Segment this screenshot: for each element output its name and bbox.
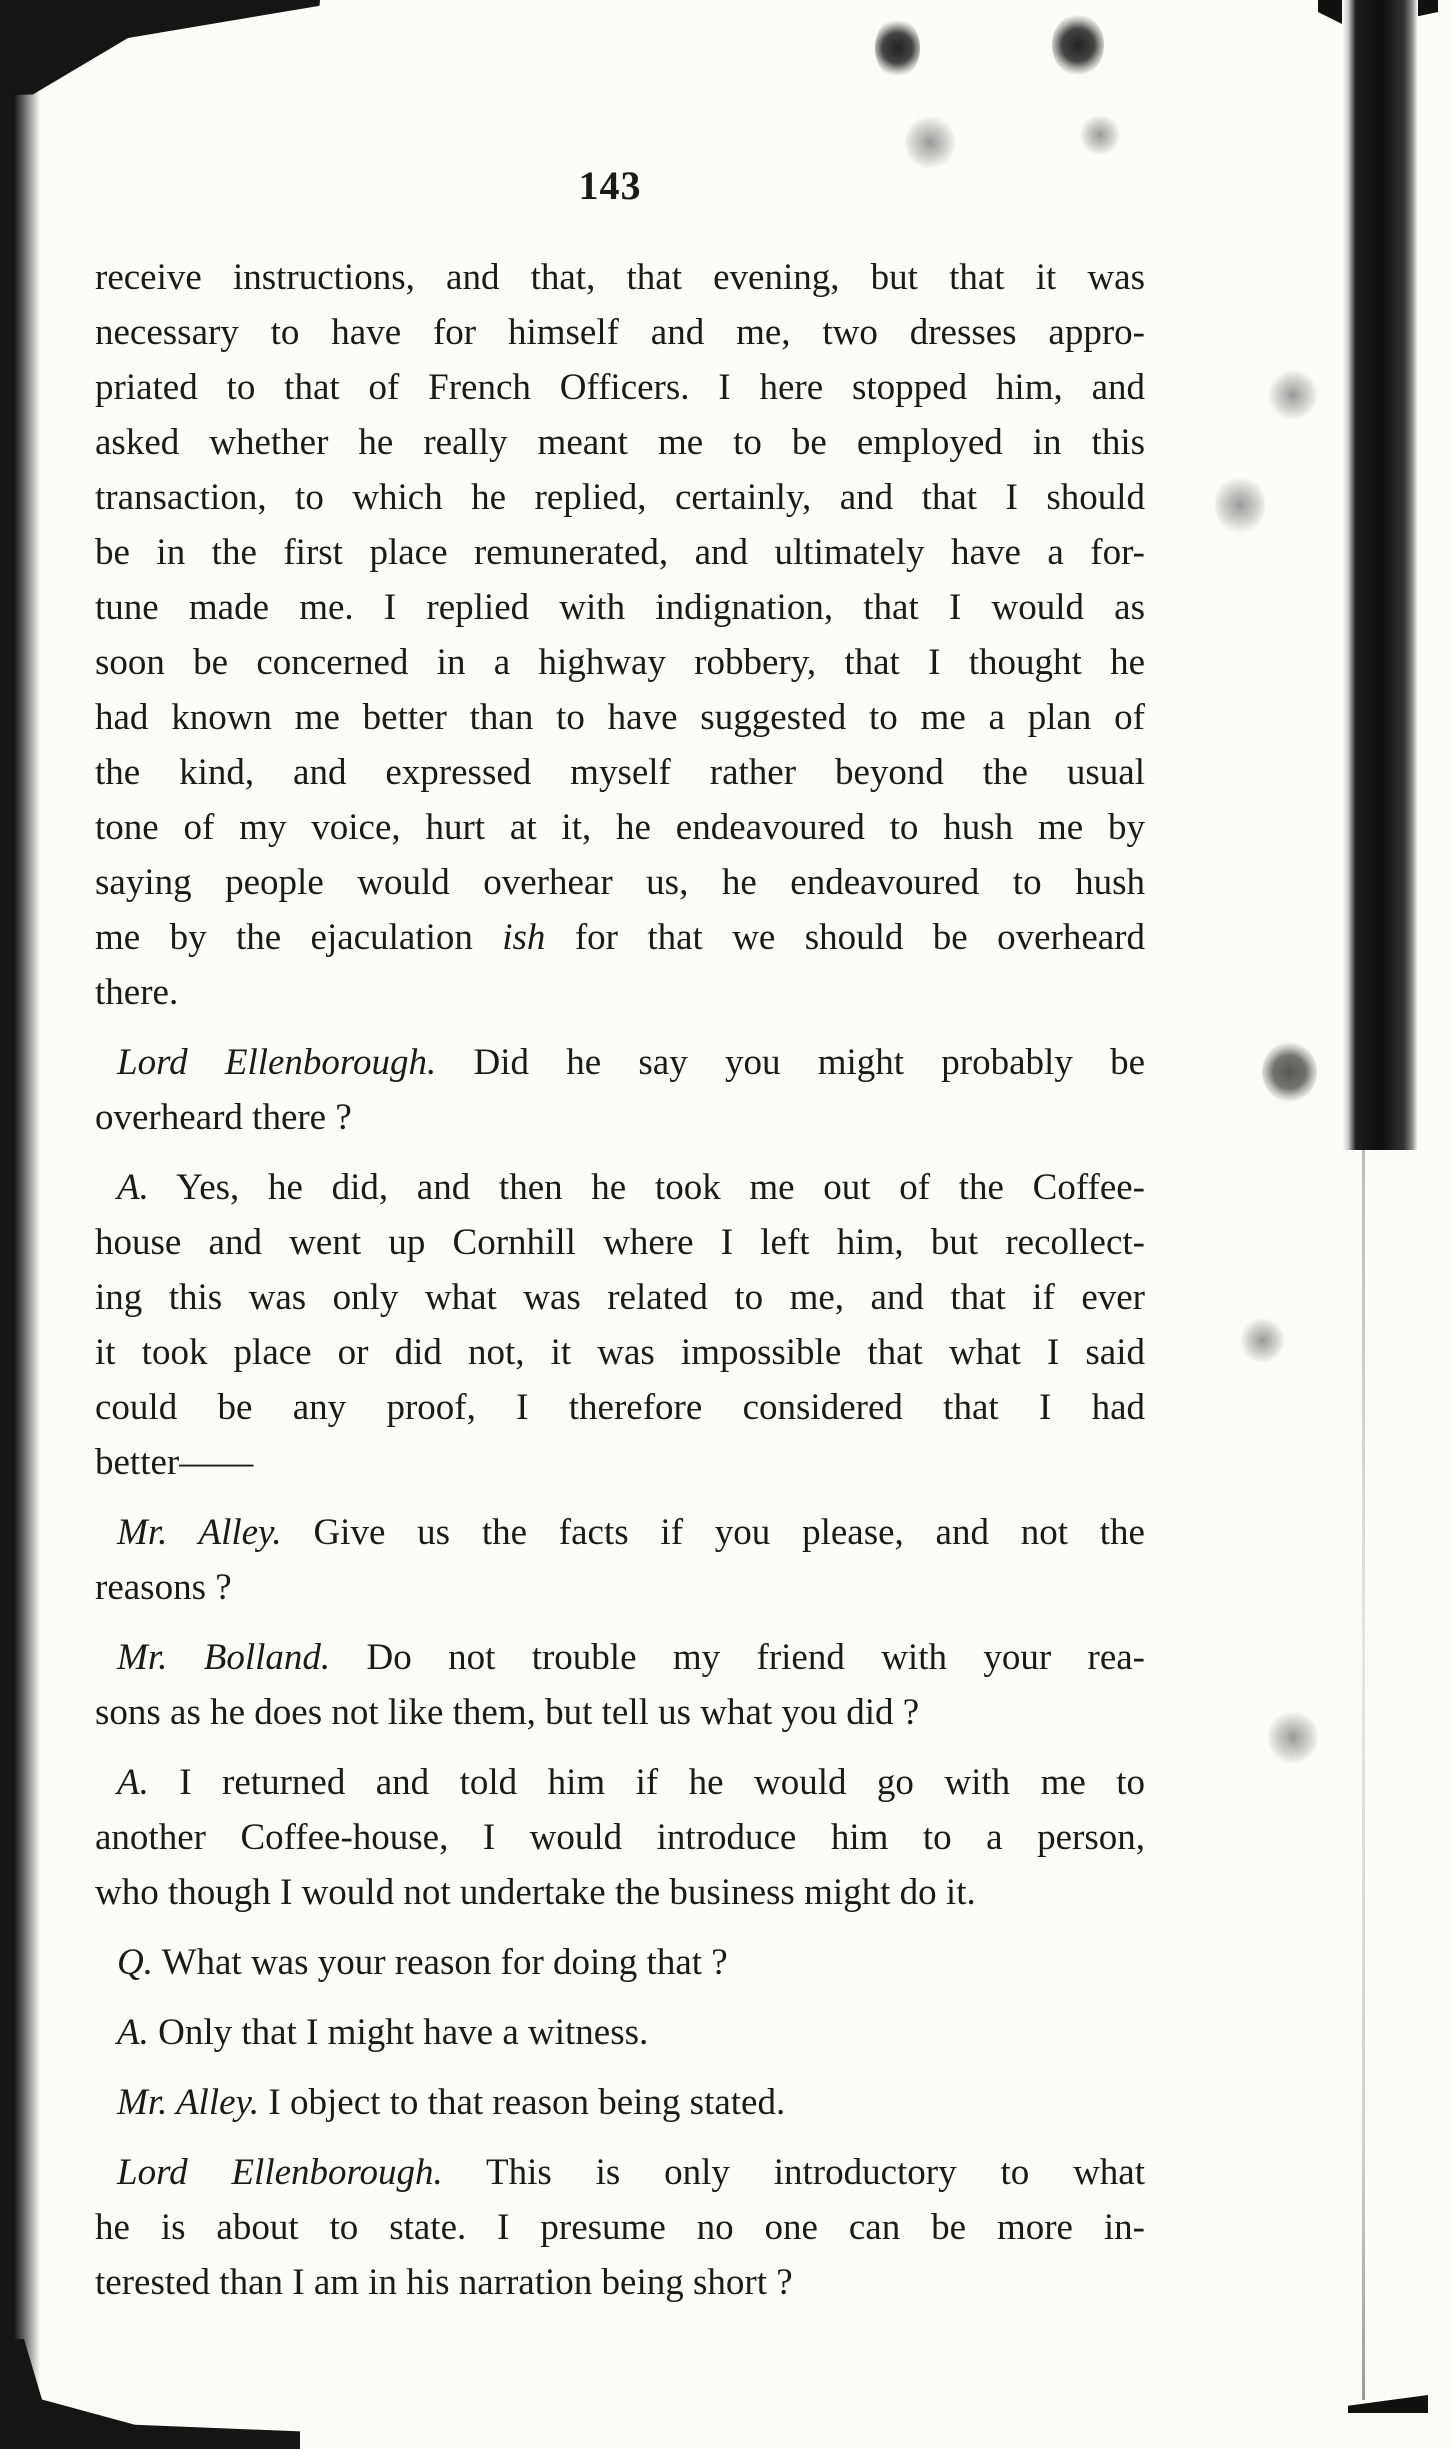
text-line: asked whether he really meant me to be employed in this bbox=[95, 422, 1145, 463]
body-text bbox=[95, 250, 1145, 2310]
foxing-spot bbox=[905, 115, 955, 170]
speaker-name: Mr. Alley. bbox=[117, 2082, 260, 2123]
edge-shadow-right bbox=[1342, 0, 1418, 1150]
dialogue-line: reasons ? bbox=[95, 1567, 232, 1608]
dialogue-line: another Coffee-house, I would introduce him to a person, bbox=[95, 1817, 1145, 1858]
dialogue-line-start: A. I returned and told him if he would go with me to bbox=[117, 1762, 1145, 1803]
dialogue-line: it took place or did not, it was impossible that what I said bbox=[95, 1332, 1145, 1373]
speaker-name: Lord Ellenborough. bbox=[117, 1042, 437, 1083]
text-line: necessary to have for himself and me, two dresses appro- bbox=[95, 312, 1145, 353]
text-line: be in the first place remunerated, and ultimately have a for- bbox=[95, 532, 1145, 573]
dialogue-line-start: A. Yes, he did, and then he took me out of the Coffee- bbox=[117, 1167, 1145, 1208]
text-line: saying people would overhear us, he endeavoured to hush bbox=[95, 862, 1145, 903]
foxing-spot bbox=[1215, 475, 1265, 535]
speaker-name: A. bbox=[117, 1762, 149, 1803]
dialogue-line: overheard there ? bbox=[95, 1097, 352, 1138]
foxing-spot bbox=[1240, 1318, 1285, 1363]
dialogue-line-start: Mr. Bolland. Do not trouble my friend with your rea- bbox=[117, 1637, 1145, 1678]
corner-shadow-top bbox=[0, 0, 320, 95]
dialogue-line: who though I would not undertake the business might do it. bbox=[95, 1872, 976, 1913]
speaker-name: Lord Ellenborough. bbox=[117, 2152, 443, 2193]
page-edge-line bbox=[1362, 1150, 1365, 2400]
text-line: there. bbox=[95, 972, 179, 1013]
edge-shadow-bottom-right bbox=[1348, 2395, 1428, 2413]
speaker-name: A. bbox=[117, 2012, 149, 2053]
dialogue-line: terested than I am in his narration being short ? bbox=[95, 2262, 793, 2303]
dialogue-line-start: Mr. Alley. Give us the facts if you please, and not the bbox=[117, 1512, 1145, 1553]
dialogue-line-start: Lord Ellenborough. This is only introductory to what bbox=[117, 2152, 1145, 2193]
text-line: the kind, and expressed myself rather beyond the usual bbox=[95, 752, 1145, 793]
text-line: soon be concerned in a highway robbery, that I thought he bbox=[95, 642, 1145, 683]
speaker-name: Mr. Bolland. bbox=[117, 1637, 331, 1678]
speaker-name: Q. bbox=[117, 1942, 153, 1983]
speaker-name: Mr. Alley. bbox=[117, 1512, 282, 1553]
text-line: had known me better than to have suggested to me a plan of bbox=[95, 697, 1145, 738]
binding-shadow bbox=[0, 0, 40, 2449]
ink-blot bbox=[875, 18, 920, 78]
dialogue-line: ing this was only what was related to me, and that if ever bbox=[95, 1277, 1145, 1318]
dialogue-line: better—— bbox=[95, 1442, 254, 1483]
italic-word: ish bbox=[502, 917, 546, 958]
dialogue-line: sons as he does not like them, but tell us what you did ? bbox=[95, 1692, 920, 1733]
dialogue-line: house and went up Cornhill where I left him, but recollect- bbox=[95, 1222, 1145, 1263]
text-line: transaction, to which he replied, certainly, and that I should bbox=[95, 477, 1145, 518]
text-line: tone of my voice, hurt at it, he endeavoured to hush me by bbox=[95, 807, 1145, 848]
foxing-spot bbox=[1080, 115, 1120, 155]
text-line: me by the ejaculation ish for that we should be overheard bbox=[95, 917, 1145, 958]
ink-blot bbox=[1262, 1042, 1317, 1102]
foxing-spot bbox=[1268, 370, 1318, 420]
page-number: 143 bbox=[578, 163, 642, 208]
ink-blot bbox=[1052, 14, 1104, 76]
speaker-name: A. bbox=[117, 1167, 149, 1208]
dialogue-line-start: A. Only that I might have a witness. bbox=[117, 2012, 649, 2053]
dialogue-line-start: Lord Ellenborough. Did he say you might probably be bbox=[117, 1042, 1145, 1083]
corner-shadow-bottom bbox=[0, 2339, 300, 2449]
foxing-spot bbox=[1268, 1710, 1318, 1765]
dialogue-line: he is about to state. I presume no one can be more in- bbox=[95, 2207, 1145, 2248]
text-line: priated to that of French Officers. I here stopped him, and bbox=[95, 367, 1145, 408]
dialogue-line-start: Mr. Alley. I object to that reason being stated. bbox=[117, 2082, 786, 2123]
text-line: tune made me. I replied with indignation, that I would as bbox=[95, 587, 1145, 628]
dialogue-line: could be any proof, I therefore considered that I had bbox=[95, 1387, 1145, 1428]
dialogue-line-start: Q. What was your reason for doing that ? bbox=[117, 1942, 728, 1983]
text-line: receive instructions, and that, that evening, but that it was bbox=[95, 257, 1145, 298]
